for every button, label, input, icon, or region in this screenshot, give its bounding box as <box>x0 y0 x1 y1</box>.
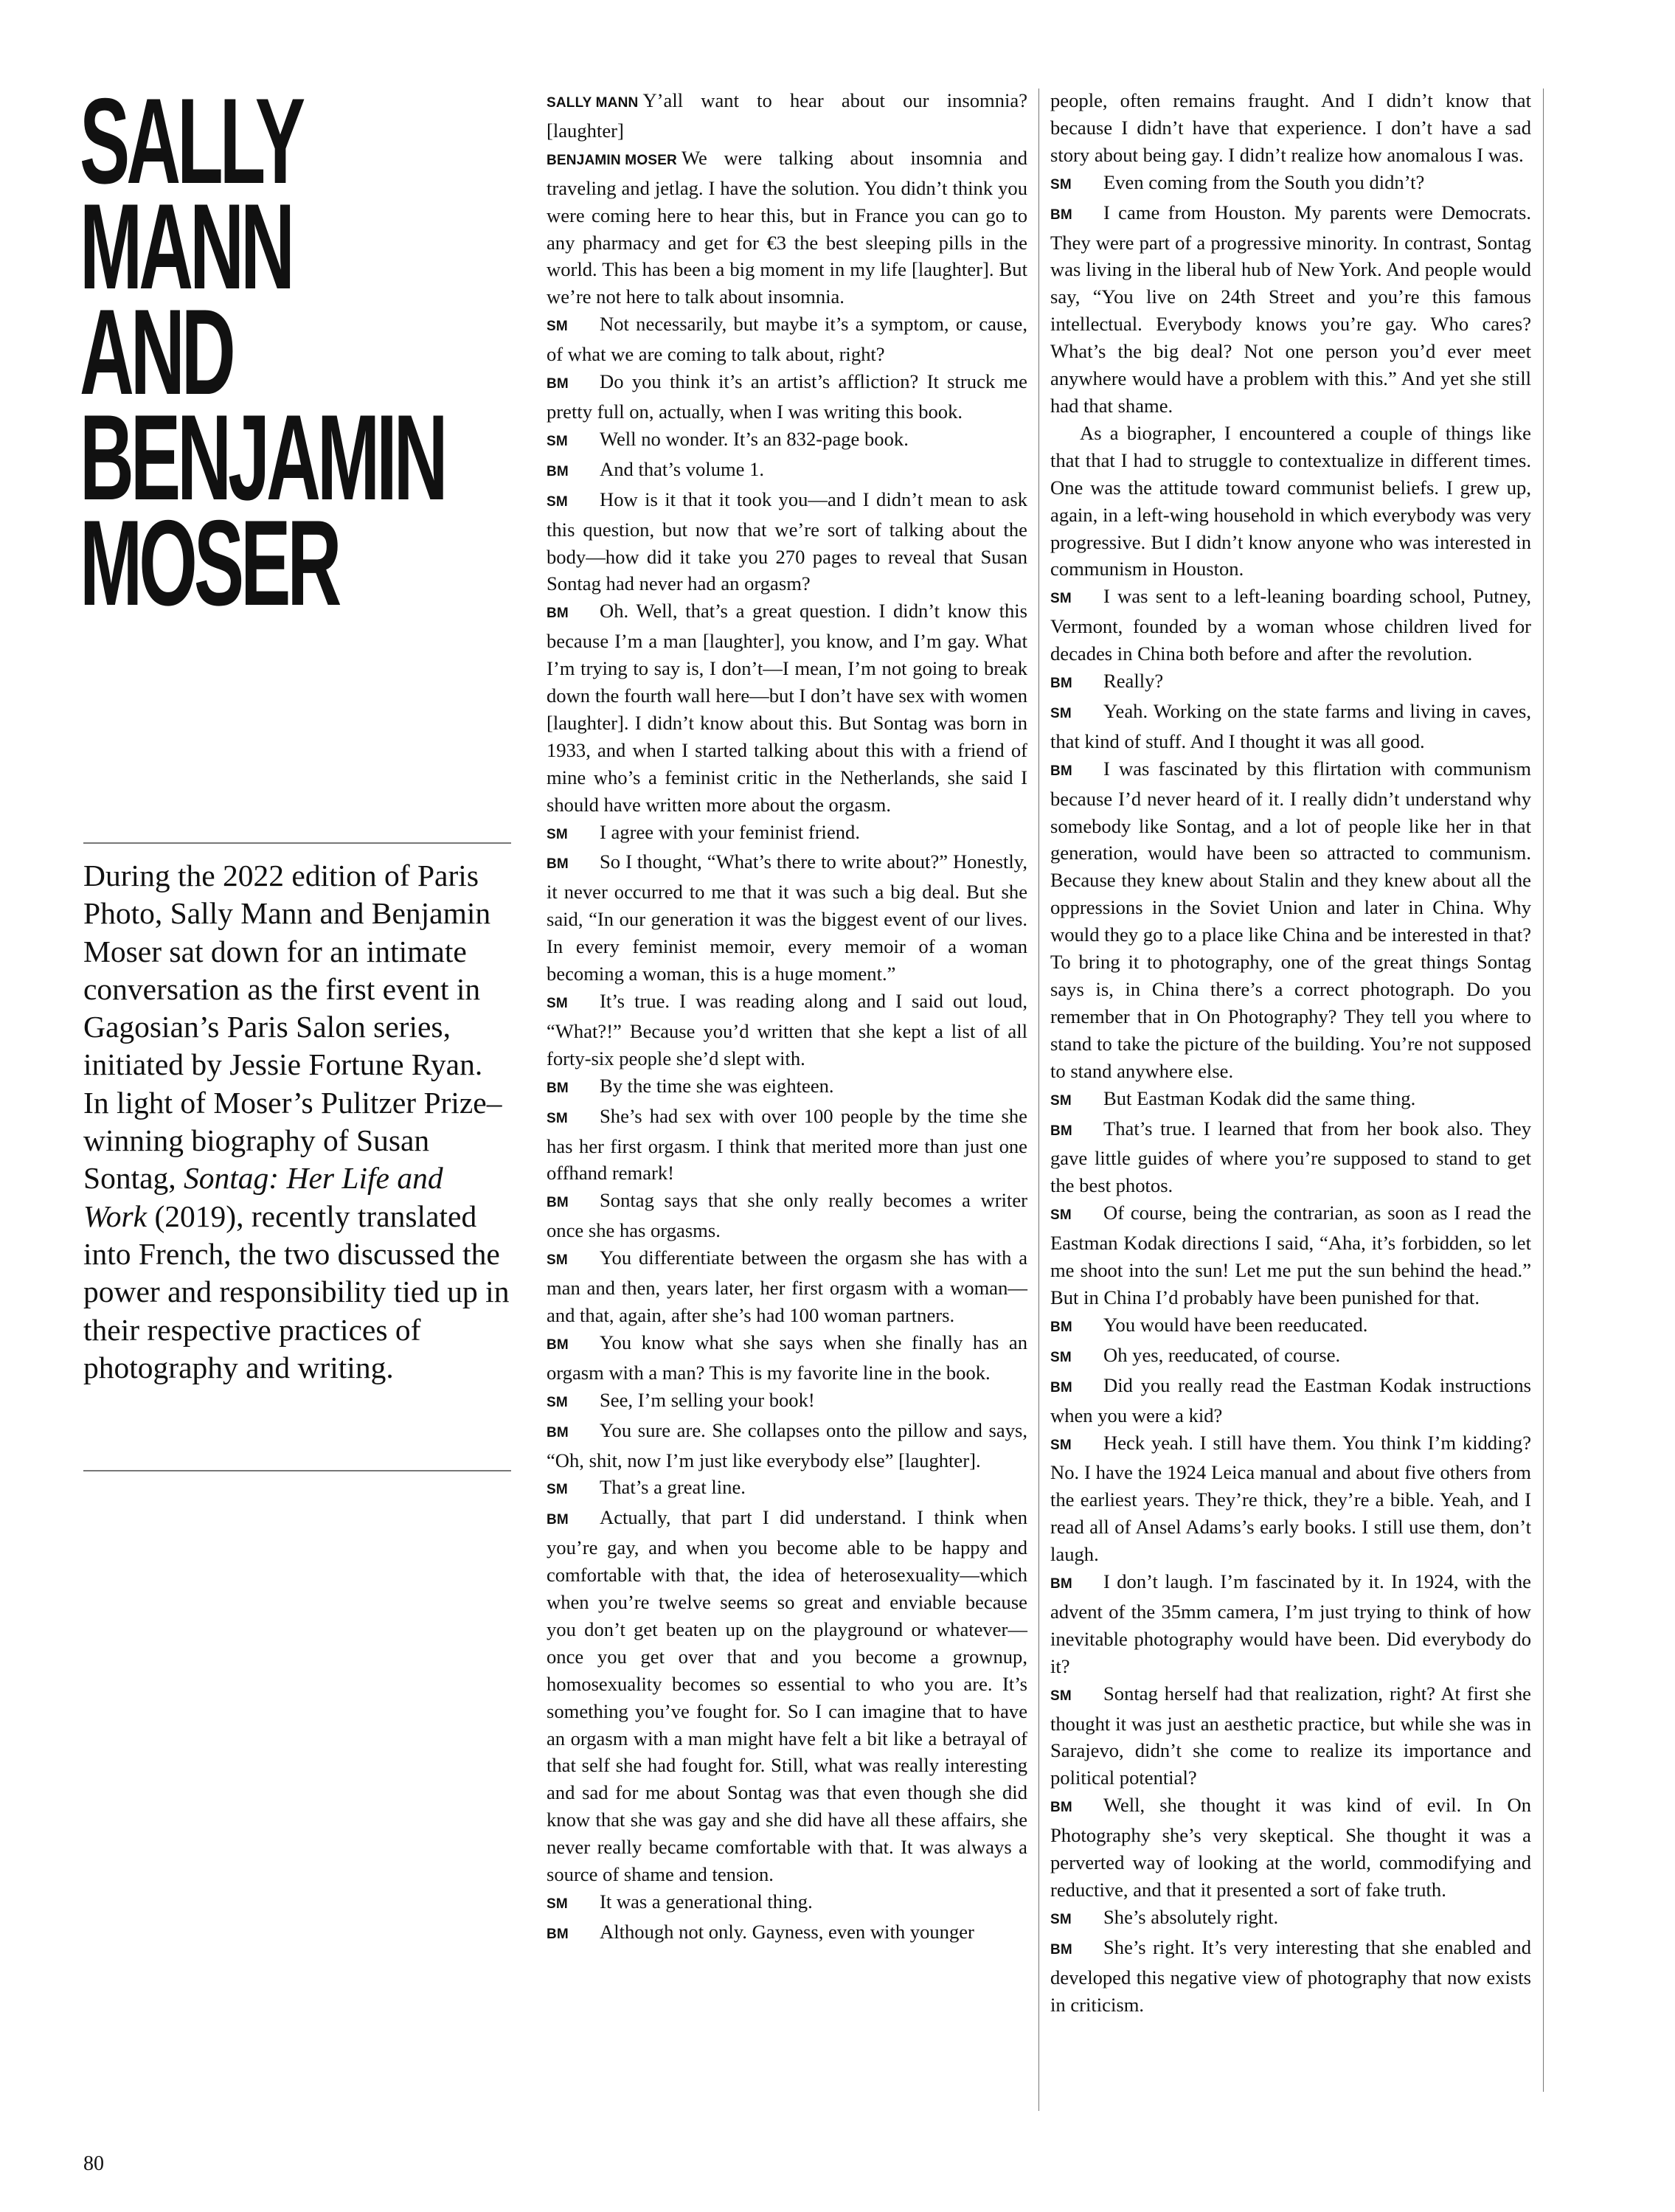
speech-text: You know what she says when she finally has an orgasm with a man? This is my favorite line in the book. <box>547 1331 1027 1384</box>
speaker-label: BM <box>547 463 569 479</box>
speech-text: I agree with your feminist friend. <box>600 820 860 843</box>
speech-text: That’s true. I learned that from her book also. They gave little guides of where you’re supposed to stand to get the best photos. <box>1050 1117 1531 1197</box>
speech-text: Y’all want to hear about our insomnia? [laughter] <box>547 89 1027 142</box>
speaker-label: BM <box>547 1080 569 1096</box>
speech-text: Actually, that part I did understand. I think when you’re gay, and when you become able to be happy and comfortable with that, the idea of heterosexuality—which when you’re twelve seems so great and enviable because you don’t get beaten up on the playground or whatever—once you get over that and you become a grownup, homosexuality becomes so essential to who you are. It’s something you’ve fought for. So I can imagine that to have an orgasm with a man might have felt a bit like a betrayal of that self she had fought for. Still, what was really interesting and sad for me about Sontag was that even though she did know that she was gay and she did have all these affairs, she never really became comfortable with that. It was always a source of shame and tension. <box>547 1506 1027 1886</box>
speech-text: As a biographer, I encountered a couple of things like that that I had to struggle to contextualize in different times. One was the attitude toward communist beliefs. I grew up, again, in a left-wing household in which everybody was very progressive. But I didn’t know anyone who was interested in communism in Houston. <box>1050 421 1531 580</box>
interview-paragraph <box>1050 1904 1531 1934</box>
interview-paragraph <box>547 145 1027 311</box>
speaker-label: BM <box>1050 1576 1072 1592</box>
speech-text: I don’t laugh. I’m fascinated by it. In 1924, with the advent of the 35mm camera, I’m just trying to think of how inevitable photography would have been. Did everybody do it? <box>1050 1570 1531 1677</box>
interview-paragraph <box>547 456 1027 486</box>
speaker-label: BM <box>1050 207 1072 223</box>
interview-paragraph <box>1050 1429 1531 1569</box>
speaker-label: SM <box>547 493 568 510</box>
interview-paragraph <box>1050 1680 1531 1792</box>
intro-text: During the 2022 edition of Paris Photo, Sally Mann and Benjamin Moser sat down for an intimate conversation as the first event in Gagosian’s Paris Salon series, initiated by Jessie Fortune Ryan. In light of Moser’s Pulitzer Prize–winning biography of Susan Sontag, <box>83 859 502 1196</box>
speech-text: It’s true. I was reading along and I said out loud, “What?!” Because you’d written that she kept a list of all forty-six people she’d slept with. <box>547 990 1027 1069</box>
intro-bottom-rule <box>83 1470 511 1471</box>
book-title: Sontag: Her Life and Work <box>83 1161 443 1233</box>
interview-paragraph <box>547 1329 1027 1387</box>
interview-paragraph <box>547 1387 1027 1417</box>
speech-text: Do you think it’s an artist’s affliction? It struck me pretty full on, actually, when I was writing this book. <box>547 370 1027 423</box>
interview-paragraph <box>1050 698 1531 755</box>
interview-paragraph <box>1050 420 1531 583</box>
speech-text: But Eastman Kodak did the same thing. <box>1103 1086 1416 1109</box>
interview-paragraph <box>547 1918 1027 1949</box>
interview-paragraph <box>1050 1934 1531 2019</box>
speaker-label: SM <box>547 1252 568 1269</box>
speech-text: Of course, being the contrarian, as soon as I read the Eastman Kodak directions I said, “Aha, it’s forbidden, so let me shoot into the sun! Let me put the sun behind the head.” But in China I’d probably have been punished for that. <box>1050 1202 1531 1308</box>
interview-paragraph <box>1050 583 1531 668</box>
speaker-label: BM <box>1050 1123 1072 1139</box>
speech-text: Oh yes, reeducated, of course. <box>1103 1343 1341 1366</box>
speech-text: So I thought, “What’s there to write about?” Honestly, it never occurred to me that it was such a big deal. But she said, “In our generation it was the biggest event of our lives. In every feminist memoir, every memoir of a woman becoming a woman, this is a huge moment.” <box>547 850 1027 985</box>
speaker-label: BM <box>1050 676 1072 692</box>
speaker-label: SM <box>1050 1092 1072 1109</box>
speech-text: Yeah. Working on the state farms and living in caves, that kind of stuff. And I thought it was all good. <box>1050 699 1531 752</box>
interview-paragraph <box>547 486 1027 598</box>
speech-text: Although not only. Gayness, even with younger <box>600 1920 974 1943</box>
speech-text: Sontag says that she only really becomes a writer once she has orgasms. <box>547 1189 1027 1242</box>
speaker-label: SM <box>1050 1349 1072 1365</box>
interview-column-2 <box>1050 87 1531 2019</box>
speaker-label: SM <box>547 433 568 449</box>
interview-paragraph <box>547 1888 1027 1918</box>
interview-paragraph <box>1050 1342 1531 1372</box>
interview-paragraph <box>547 87 1027 145</box>
title-line: BENJAMIN <box>80 389 445 525</box>
interview-paragraph <box>547 1504 1027 1888</box>
speaker-label: BM <box>1050 763 1072 779</box>
speech-text: people, often remains fraught. And I didn’t know that because I didn’t have that experience. I don’t have a sad story about being gay. I didn’t realize how anomalous I was. <box>1050 89 1531 166</box>
speech-text: That’s a great line. <box>600 1476 746 1499</box>
speech-text: She’s right. It’s very interesting that she enabled and developed this negative view of photography that now exists in criticism. <box>1050 1935 1531 2016</box>
speech-text: Really? <box>1103 670 1164 693</box>
speech-text: You differentiate between the orgasm she has with a man and then, years later, her first orgasm with a woman—and that, again, after she’s had 100 woman partners. <box>547 1247 1027 1326</box>
speaker-label: SM <box>1050 591 1072 607</box>
interview-paragraph <box>547 1244 1027 1329</box>
column-divider <box>1543 89 1544 2092</box>
speech-text: I was fascinated by this flirtation with communism because I’d never heard of it. I really didn’t understand why somebody like Sontag, and a lot of people like her in that generation, would have been so attracted to communism. Because they knew about Stalin and they knew about all the oppressions in the Soviet Union and later in China. Why would they go to a place like China and be interested in that? To bring it to photography, one of the great things Sontag says is, in China there’s a correct photograph. Do you remember that in On Photography? They tell you where to stand to take the picture of the building. You’re not supposed to stand anywhere else. <box>1050 757 1531 1082</box>
intro-paragraph <box>83 857 511 1387</box>
speaker-label: BM <box>1050 1800 1072 1816</box>
interview-paragraph <box>1050 1372 1531 1429</box>
article-title <box>80 73 445 631</box>
interview-paragraph <box>547 848 1027 988</box>
interview-paragraph <box>547 819 1027 849</box>
speaker-label: SM <box>547 1896 568 1912</box>
interview-paragraph <box>547 426 1027 456</box>
speaker-label: SM <box>547 1482 568 1498</box>
speaker-label: BM <box>547 1424 569 1440</box>
speaker-label: BM <box>547 1336 569 1353</box>
column-divider <box>1038 89 1039 2111</box>
interview-paragraph <box>547 597 1027 818</box>
speaker-label: SM <box>547 826 568 842</box>
speaker-label: BENJAMIN MOSER <box>547 152 677 168</box>
speaker-label: SM <box>547 996 568 1011</box>
speech-text: You sure are. She collapses onto the pillow and says, “Oh, shit, now I’m just like everybody else” [laughter]. <box>547 1418 1027 1471</box>
speaker-label: BM <box>547 376 569 392</box>
speech-text: Heck yeah. I still have them. You think I’m kidding? No. I have the 1924 Leica manual and about five others from the earliest years. They’re thick, they’re a bible. Yeah, and I read all of Ansel Adams’s early books. I still use them, don’t laugh. <box>1050 1431 1531 1566</box>
speaker-label: BM <box>547 1195 569 1211</box>
interview-paragraph <box>547 1072 1027 1103</box>
speech-text: Oh. Well, that’s a great question. I didn’t know this because I’m a man [laughter], you know, and I’m gay. What I’m trying to say is, I don’t—I mean, I’m not going to break down the fourth wall here—but I don’t have sex with women [laughter]. I didn’t know about this. But Sontag was born in 1933, and when I started talking about this with a friend of mine who’s a feminist critic in the Netherlands, she said I should have written more about the orgasm. <box>547 600 1027 816</box>
interview-paragraph <box>547 368 1027 426</box>
speaker-label: SM <box>547 1110 568 1126</box>
speech-text: I was sent to a left-leaning boarding school, Putney, Vermont, founded by a woman whose children lived for decades in China both before and after the revolution. <box>1050 585 1531 665</box>
interview-paragraph <box>547 988 1027 1072</box>
interview-paragraph <box>547 1187 1027 1244</box>
interview-paragraph <box>547 311 1027 368</box>
interview-paragraph <box>1050 87 1531 169</box>
interview-paragraph <box>1050 668 1531 698</box>
speaker-label: SM <box>1050 1688 1072 1704</box>
interview-column-1 <box>547 87 1027 1949</box>
speech-text: How is it that it took you—and I didn’t mean to ask this question, but now that we’re sort of talking about the body—how did it take you 270 pages to reveal that Susan Sontag had never had an orgasm? <box>547 488 1027 595</box>
speech-text: See, I’m selling your book! <box>600 1388 815 1411</box>
page-number: 80 <box>83 2152 104 2175</box>
title-line: MOSER <box>80 495 339 631</box>
speech-text: Sontag herself had that realization, right? At first she thought it was just an aesthetic practice, but while she was in Sarajevo, didn’t she come to realize its importance and political potential? <box>1050 1682 1531 1789</box>
interview-paragraph <box>1050 169 1531 199</box>
speaker-label: SM <box>1050 705 1072 721</box>
speaker-label: SM <box>1050 1207 1072 1224</box>
interview-paragraph <box>1050 1115 1531 1200</box>
intro-top-rule <box>83 842 511 844</box>
speaker-label: BM <box>1050 1379 1072 1395</box>
speech-text: She’s absolutely right. <box>1103 1905 1279 1928</box>
interview-paragraph <box>1050 1792 1531 1904</box>
interview-paragraph <box>547 1103 1027 1188</box>
speech-text: We were talking about insomnia and traveling and jetlag. I have the solution. You didn’t think you were coming here to hear this, but in France you can go to any pharmacy and get for €3 the best sleeping pills in the world. This has been a big moment in my life [laughter]. But we’re not here to talk about insomnia. <box>547 146 1027 308</box>
interview-paragraph <box>1050 199 1531 420</box>
interview-paragraph <box>547 1474 1027 1504</box>
interview-paragraph <box>547 1417 1027 1474</box>
title-line: SALLY <box>80 73 302 209</box>
speaker-label: BM <box>1050 1941 1072 1958</box>
speech-text: Well no wonder. It’s an 832-page book. <box>600 427 909 450</box>
speaker-label: SALLY MANN <box>547 95 639 111</box>
speech-text: Even coming from the South you didn’t? <box>1103 170 1425 193</box>
interview-paragraph <box>1050 1085 1531 1115</box>
speech-text: And that’s volume 1. <box>600 457 765 480</box>
speaker-label: SM <box>547 1394 568 1410</box>
speaker-label: BM <box>547 1512 569 1528</box>
speaker-label: SM <box>547 319 568 335</box>
speaker-label: BM <box>547 856 569 873</box>
speech-text: She’s had sex with over 100 people by the time she has her first orgasm. I think that merited more than just one offhand remark! <box>547 1104 1027 1185</box>
interview-paragraph <box>1050 1568 1531 1680</box>
intro-text: (2019), recently translated into French, the two discussed the power and responsibility tied up in their respective practices of photography and writing. <box>83 1199 510 1384</box>
title-line: AND <box>80 284 232 420</box>
speech-text: Well, she thought it was kind of evil. In On Photography she’s very skeptical. She thought it was a perverted way of looking at the world, commodifying and reductive, and that it presented a sort of fake truth. <box>1050 1794 1531 1901</box>
interview-paragraph <box>1050 1311 1531 1342</box>
interview-paragraph <box>1050 755 1531 1085</box>
title-line: MANN <box>80 178 292 314</box>
speech-text: Did you really read the Eastman Kodak instructions when you were a kid? <box>1050 1373 1531 1426</box>
speech-text: By the time she was eighteen. <box>600 1074 834 1097</box>
interview-paragraph <box>1050 1199 1531 1311</box>
speaker-label: SM <box>1050 1437 1072 1453</box>
speaker-label: BM <box>547 606 569 622</box>
speech-text: It was a generational thing. <box>600 1890 813 1913</box>
speaker-label: BM <box>1050 1319 1072 1335</box>
speech-text: Not necessarily, but maybe it’s a symptom, or cause, of what we are coming to talk about, right? <box>547 313 1027 366</box>
speaker-label: SM <box>1050 1911 1072 1927</box>
speech-text: You would have been reeducated. <box>1103 1313 1368 1336</box>
speech-text: I came from Houston. My parents were Democrats. They were part of a progressive minority. In contrast, Sontag was living in the liberal hub of New York. And people would say, “You live on 24th Street and you’re this famous intellectual. Everybody knows you’re gay. Who cares? What’s the big deal? Not one person you’d ever meet anywhere would have a problem with this.” And yet she still had that shame. <box>1050 201 1531 417</box>
speaker-label: SM <box>1050 176 1072 193</box>
speaker-label: BM <box>547 1926 569 1942</box>
